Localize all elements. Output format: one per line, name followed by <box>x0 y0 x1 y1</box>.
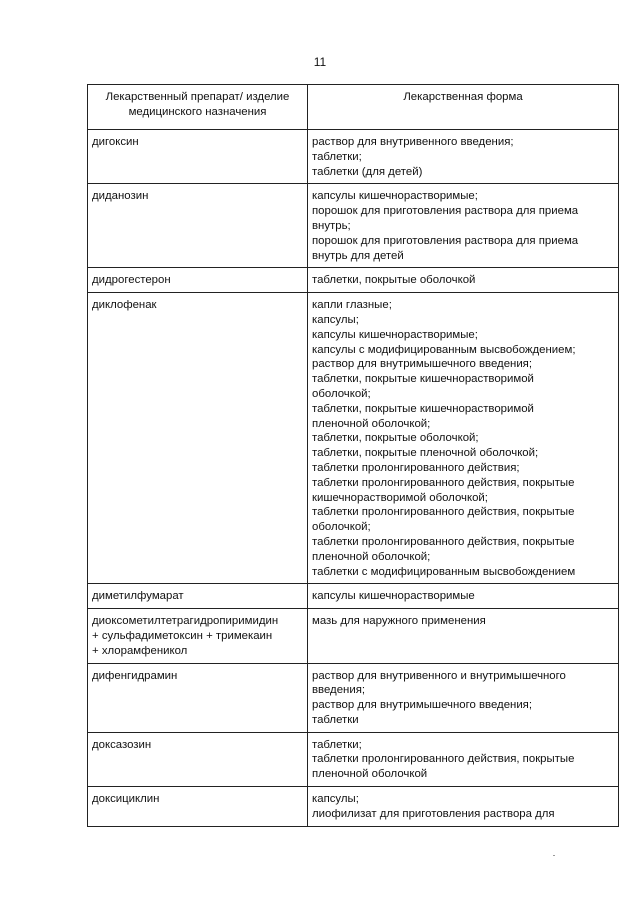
table-row <box>88 609 619 663</box>
form-line: таблетки; <box>312 738 362 751</box>
drug-name: + сульфадиметоксин + тримекаин <box>92 629 273 642</box>
form-cell <box>308 609 619 663</box>
form-line: таблетки пролонгированного действия; <box>312 461 520 474</box>
form-cell <box>308 732 619 786</box>
form-line: капсулы кишечнорастворимые; <box>312 190 478 203</box>
form-cell <box>308 268 619 293</box>
form-line: таблетки <box>312 713 359 726</box>
table-row <box>88 268 619 293</box>
form-line: таблетки, покрытые кишечнорастворимой <box>312 373 534 386</box>
form-cell <box>308 293 619 584</box>
form-line: введения; <box>312 684 366 697</box>
table-row <box>88 787 619 827</box>
form-line: таблетки, покрытые оболочкой; <box>312 432 479 445</box>
form-line: капсулы; <box>312 793 359 806</box>
page-number: 11 <box>313 55 327 69</box>
form-line: таблетки, покрытые пленочной оболочкой; <box>312 447 539 460</box>
form-line: таблетки с модифицированным высвобождением <box>312 565 576 578</box>
form-line: капсулы; <box>312 313 359 326</box>
form-line: оболочкой; <box>312 521 371 534</box>
form-cell <box>308 130 619 184</box>
form-cell <box>308 584 619 609</box>
drug-name: + хлорамфеникол <box>92 644 188 657</box>
form-cell <box>308 663 619 732</box>
form-line: лиофилизат для приготовления раствора для <box>312 807 555 820</box>
drug-cell <box>88 293 308 584</box>
drug-cell <box>88 184 308 268</box>
form-line: мазь для наружного применения <box>312 615 486 628</box>
form-line: таблетки пролонгированного действия, покрытые <box>312 476 575 489</box>
scan-speck <box>553 855 555 856</box>
form-line: таблетки; <box>312 150 362 163</box>
header-form-line: Лекарственная форма <box>403 91 523 103</box>
drug-cell <box>88 787 308 827</box>
form-line: капсулы кишечнорастворимые; <box>312 328 478 341</box>
form-line: раствор для внутримышечного введения; <box>312 699 533 712</box>
drug-name: дидрогестерон <box>92 274 171 287</box>
drug-name: диметилфумарат <box>92 590 184 603</box>
form-line: пленочной оболочкой <box>312 768 428 781</box>
form-cell <box>308 787 619 827</box>
table-row <box>88 663 619 732</box>
drug-name: дифенгидрамин <box>92 669 178 682</box>
drug-cell <box>88 130 308 184</box>
form-line: раствор для внутримышечного введения; <box>312 358 533 371</box>
form-line: пленочной оболочкой; <box>312 417 431 430</box>
form-line: таблетки пролонгированного действия, покрытые <box>312 753 575 766</box>
form-line: пленочной оболочкой; <box>312 550 431 563</box>
form-line: оболочкой; <box>312 387 371 400</box>
form-line: таблетки пролонгированного действия, покрытые <box>312 506 575 519</box>
form-line: таблетки пролонгированного действия, покрытые <box>312 535 575 548</box>
form-cell <box>308 184 619 268</box>
form-line: таблетки, покрытые оболочкой <box>312 274 476 287</box>
form-line: раствор для внутривенного введения; <box>312 136 514 148</box>
drug-name: доксициклин <box>92 793 160 806</box>
form-line: капсулы с модифицированным высвобождением; <box>312 343 576 356</box>
form-line: капсулы кишечнорастворимые <box>312 590 475 603</box>
table-row <box>88 732 619 786</box>
form-line: раствор для внутривенного и внутримышечного <box>312 669 566 682</box>
header-drug-line: изделие медицинского назначения <box>128 91 290 118</box>
drug-cell <box>88 663 308 732</box>
drug-cell <box>88 609 308 663</box>
form-line: таблетки, покрытые кишечнорастворимой <box>312 402 534 415</box>
drug-cell <box>88 732 308 786</box>
drug-name: диоксометилтетрагидропиримидин <box>92 615 279 628</box>
table-header-row <box>88 85 619 130</box>
form-line: кишечнорастворимой оболочкой; <box>312 491 488 504</box>
table-row <box>88 584 619 609</box>
header-drug-line: Лекарственный препарат/ <box>105 91 243 103</box>
table-row <box>88 293 619 584</box>
form-line: внутрь для детей <box>312 249 404 262</box>
drug-name: дигоксин <box>92 136 139 148</box>
table-row <box>88 184 619 268</box>
form-line: таблетки (для детей) <box>312 165 423 178</box>
form-line: порошок для приготовления раствора для приема <box>312 205 579 218</box>
header-drug <box>88 85 308 130</box>
drug-cell <box>88 584 308 609</box>
form-line: порошок для приготовления раствора для приема <box>312 234 579 247</box>
drug-name: диклофенак <box>92 299 157 312</box>
table-row <box>88 130 619 184</box>
medication-table <box>87 84 619 827</box>
form-line: внутрь; <box>312 219 351 232</box>
drug-cell <box>88 268 308 293</box>
form-line: капли глазные; <box>312 299 392 312</box>
header-form <box>308 85 619 130</box>
drug-name: доксазозин <box>92 738 152 751</box>
drug-name: диданозин <box>92 190 149 203</box>
